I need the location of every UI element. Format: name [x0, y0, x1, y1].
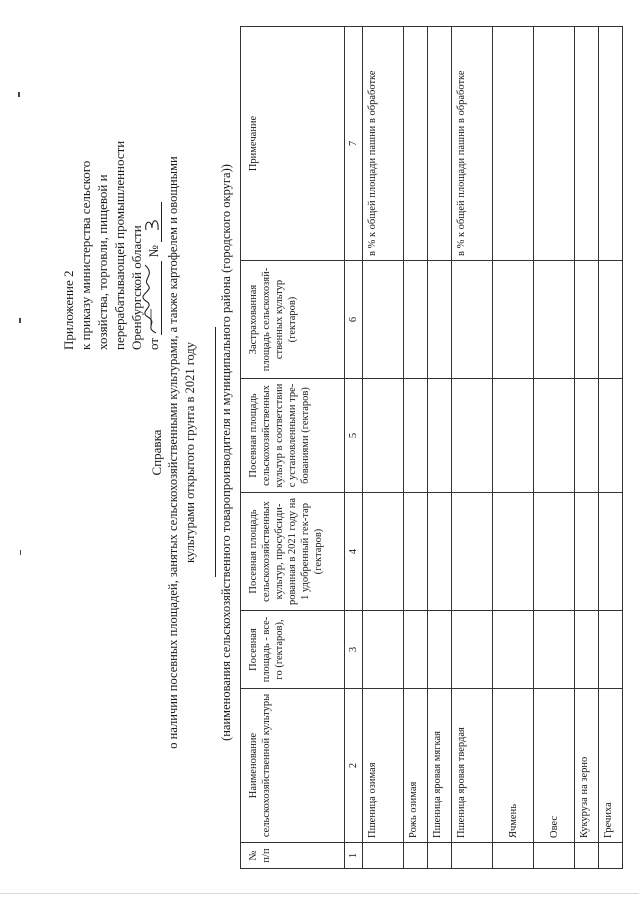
- appendix-line: Оренбургской области: [129, 225, 144, 350]
- note-cell: в % к общей площади пашни в обработке: [452, 27, 493, 261]
- value-cell: [404, 611, 428, 689]
- column-number-row: [345, 27, 363, 869]
- appendix-line: хозяйства, торговли, пищевой и: [95, 174, 110, 350]
- value-cell: [575, 493, 599, 611]
- table-row: [493, 27, 534, 869]
- appendix-line: к приказу министерства сельского: [78, 160, 93, 350]
- value-cell: [575, 611, 599, 689]
- value-cell: [428, 493, 452, 611]
- column-header: Примечание: [241, 27, 345, 261]
- column-header: Посевная площадь сельскохозяйственных культур в соответствии с установленными тре-бованиями (гектаров): [241, 379, 345, 493]
- value-cell: [493, 261, 534, 379]
- value-cell: [363, 493, 404, 611]
- column-number: 1: [345, 843, 363, 869]
- note-cell: [493, 27, 534, 261]
- table-row: [404, 27, 428, 869]
- value-cell: [452, 379, 493, 493]
- row-number-cell: [404, 843, 428, 869]
- column-number: 4: [345, 493, 363, 611]
- column-number: 3: [345, 611, 363, 689]
- column-number: 2: [345, 689, 363, 843]
- value-cell: [493, 493, 534, 611]
- value-cell: [428, 611, 452, 689]
- title-line: о наличии посевных площадей, занятых сельскохозяйственными культурами, а также картофелем и овощными: [166, 156, 180, 749]
- document-type: Справка: [149, 429, 164, 476]
- crop-name-cell: Рожь озимая: [404, 689, 428, 843]
- row-number-cell: [534, 843, 575, 869]
- value-cell: [534, 261, 575, 379]
- value-cell: [404, 493, 428, 611]
- date-prefix: от: [146, 337, 161, 350]
- crop-area-table: [240, 26, 623, 869]
- value-cell: [599, 611, 623, 689]
- column-number: 7: [345, 27, 363, 261]
- value-cell: [599, 261, 623, 379]
- column-header: Застрахованная площадь сельскохозяй-ственных культур (гектаров): [241, 261, 345, 379]
- table-row: [428, 27, 452, 869]
- table-row: [599, 27, 623, 869]
- appendix-header: [60, 20, 162, 350]
- note-cell: [428, 27, 452, 261]
- column-number: 6: [345, 261, 363, 379]
- value-cell: [428, 261, 452, 379]
- crop-name-cell: Пшеница озимая: [363, 689, 404, 843]
- number-prefix: №: [146, 245, 161, 258]
- value-cell: [404, 379, 428, 493]
- value-cell: [404, 261, 428, 379]
- column-header: № п/п: [241, 843, 345, 869]
- crop-name-cell: Ячмень: [493, 689, 534, 843]
- value-cell: [599, 493, 623, 611]
- value-cell: [363, 261, 404, 379]
- row-number-cell: [599, 843, 623, 869]
- table-header-row: [241, 27, 345, 869]
- crop-name-cell: Овес: [534, 689, 575, 843]
- value-cell: [534, 493, 575, 611]
- column-header: Посевная площадь сельскохозяйственных культур, просубсиди-рованная в 2021 году на 1 удобренный гек-тар (гектаров): [241, 493, 345, 611]
- note-cell: [575, 27, 599, 261]
- table-row: [575, 27, 599, 869]
- column-header: Посевная площадь - все-го (гектаров),: [241, 611, 345, 689]
- value-cell: [575, 261, 599, 379]
- note-cell: [534, 27, 575, 261]
- value-cell: [452, 493, 493, 611]
- row-number-cell: [575, 843, 599, 869]
- row-number-cell: [363, 843, 404, 869]
- appendix-line: Приложение 2: [61, 270, 76, 350]
- row-number-cell: [428, 843, 452, 869]
- value-cell: [534, 379, 575, 493]
- crop-name-cell: Пшеница яровая твердая: [452, 689, 493, 843]
- appendix-line: перерабатывающей промышленности: [112, 140, 127, 350]
- row-number-cell: [452, 843, 493, 869]
- value-cell: [534, 611, 575, 689]
- note-cell: [404, 27, 428, 261]
- column-header: Наименование сельскохозяйственной культуры: [241, 689, 345, 843]
- value-cell: [363, 379, 404, 493]
- producer-name-caption: (наименования сельскохозяйственного товаропроизводителя и муниципального района (городского округа)): [219, 164, 233, 741]
- value-cell: [599, 379, 623, 493]
- value-cell: [428, 379, 452, 493]
- column-number: 5: [345, 379, 363, 493]
- value-cell: [493, 379, 534, 493]
- row-number-cell: [493, 843, 534, 869]
- table-row: [534, 27, 575, 869]
- value-cell: [452, 611, 493, 689]
- value-cell: [493, 611, 534, 689]
- value-cell: [575, 379, 599, 493]
- title-line: культурами открытого грунта в 2021 году: [183, 341, 197, 564]
- table-row: [452, 27, 493, 869]
- crop-name-cell: Гречиха: [599, 689, 623, 843]
- note-cell: [599, 27, 623, 261]
- value-cell: [363, 611, 404, 689]
- crop-name-cell: Пшеница яровая мягкая: [428, 689, 452, 843]
- value-cell: [452, 261, 493, 379]
- producer-name-field: [205, 328, 216, 578]
- document-title-block: [148, 0, 235, 905]
- note-cell: в % к общей площади пашни в обработке: [363, 27, 404, 261]
- table-row: [363, 27, 404, 869]
- crop-name-cell: Кукуруза на зерно: [575, 689, 599, 843]
